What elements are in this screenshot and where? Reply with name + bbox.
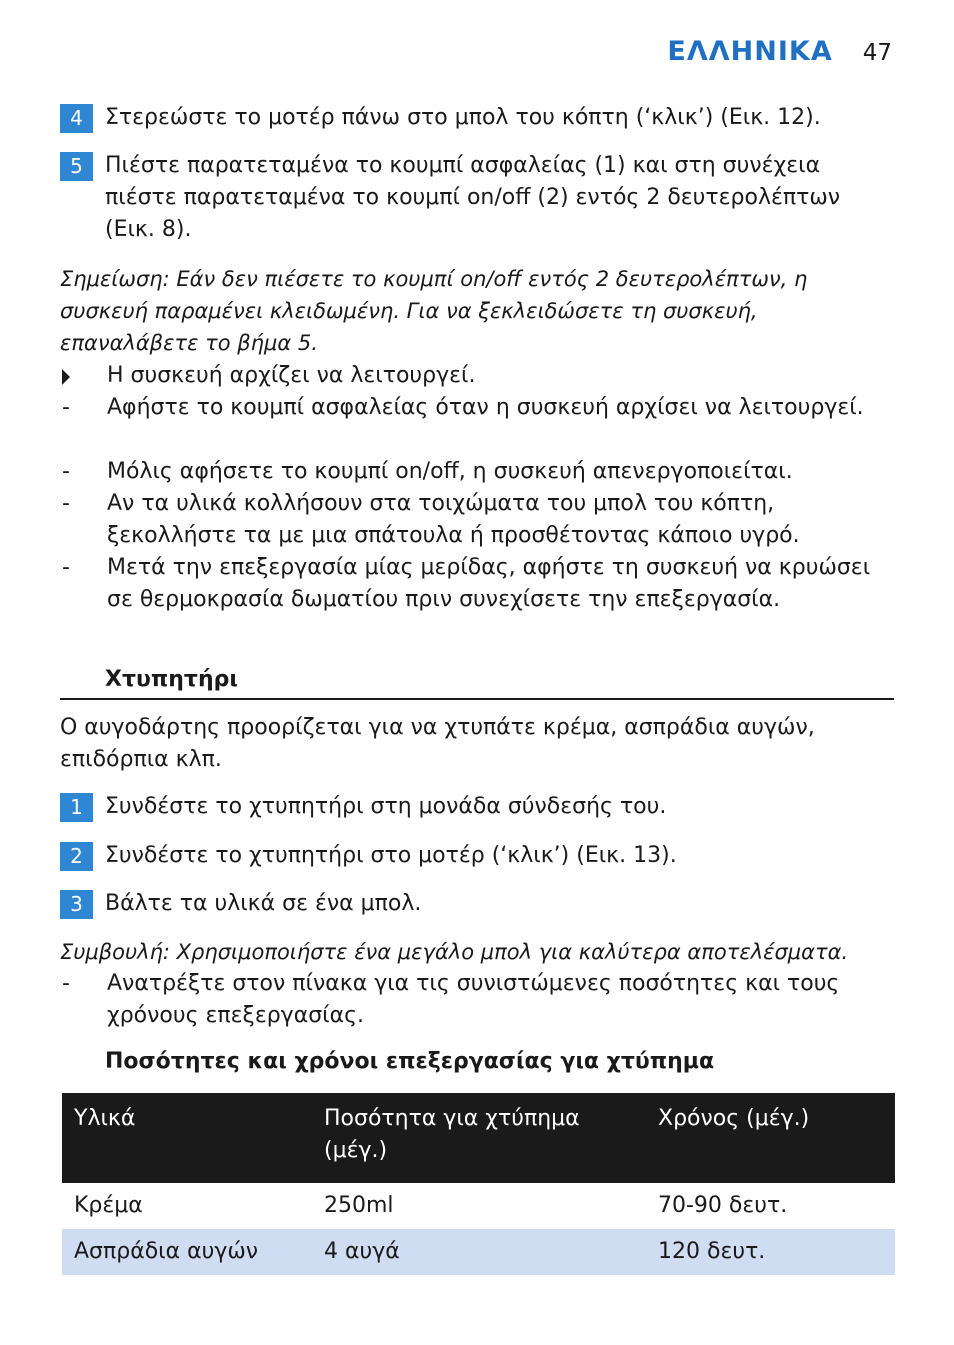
step-3 [60, 888, 894, 920]
dash-mark: - [62, 459, 70, 484]
table-header-cell: Υλικά [62, 1093, 312, 1183]
dash-item-text: Αφήστε το κουμπί ασφαλείας όταν η συσκευή αρχίσει να λειτουργεί. [107, 395, 864, 420]
table-row [62, 1183, 895, 1229]
dash-mark: - [62, 555, 70, 580]
step-number-badge: 2 [60, 842, 93, 871]
table-title: Ποσότητες και χρόνοι επεξεργασίας για χτύπημα [105, 1049, 715, 1074]
step-number-badge: 4 [60, 104, 93, 133]
page-header [667, 36, 892, 67]
result-text: Η συσκευή αρχίζει να λειτουργεί. [107, 363, 476, 388]
step-5 [60, 150, 894, 246]
step-1 [60, 791, 894, 823]
dash-mark: - [62, 491, 70, 516]
step-text: Βάλτε τα υλικά σε ένα μπολ. [105, 891, 422, 916]
dash-item-text: Μετά την επεξεργασία μίας μερίδας, αφήστε τη συσκευή να κρυώσει σε θερμοκρασία δωματίου πριν συνεχίσετε την επεξεργασία. [107, 555, 871, 612]
step-text: Συνδέστε το χτυπητήρι στο μοτέρ (‘κλικ’) (Εικ. 13). [105, 843, 677, 868]
result-item [60, 360, 894, 395]
step-number-badge: 1 [60, 793, 93, 822]
table-cell: Κρέμα [74, 1193, 143, 1218]
section-intro: Ο αυγοδάρτης προορίζεται για να χτυπάτε κρέμα, ασπράδια αυγών, επιδόρπια κλπ. [60, 715, 815, 772]
table-cell: 120 δευτ. [646, 1229, 895, 1275]
step-4 [60, 102, 894, 134]
tip-paragraph: Συμβουλή: Χρησιμοποιήστε ένα μεγάλο μπολ για καλύτερα αποτελέσματα. [60, 940, 849, 964]
dash-item-text: Μόλις αφήσετε το κουμπί on/off, η συσκευή απενεργοποιείται. [107, 459, 793, 484]
section-divider [60, 698, 894, 700]
triangle-right-icon [60, 360, 107, 395]
note-paragraph: Σημείωση: Εάν δεν πιέσετε το κουμπί on/off εντός 2 δευτερολέπτων, η συσκευή παραμένει κλειδωμένη. Για να ξεκλειδώσετε τη συσκευή, επαναλάβετε το βήμα 5. [60, 267, 808, 355]
step-number-badge: 3 [60, 890, 93, 919]
dash-mark: - [62, 395, 70, 420]
dash-item [60, 392, 894, 424]
dash-item [60, 456, 894, 488]
dash-item-text: Ανατρέξτε στον πίνακα για τις συνιστώμενες ποσότητες και τους χρόνους επεξεργασίας. [107, 971, 840, 1028]
dash-item [60, 968, 894, 1032]
dash-item [60, 488, 894, 552]
step-2 [60, 840, 894, 872]
table-cell: Ασπράδια αυγών [62, 1229, 312, 1275]
step-text: Πιέστε παρατεταμένα το κουμπί ασφαλείας (1) και στη συνέχεια πιέστε παρατεταμένα το κουμπί on/off (2) εντός 2 δευτερολέπτων (Εικ. 8). [105, 153, 841, 242]
step-text: Στερεώστε το μοτέρ πάνω στο μπολ του κόπτη (‘κλικ’) (Εικ. 12). [105, 105, 821, 130]
table-header-row [62, 1093, 895, 1183]
dash-mark: - [62, 971, 70, 996]
step-text: Συνδέστε το χτυπητήρι στη μονάδα σύνδεσής του. [105, 794, 667, 819]
step-number-badge: 5 [60, 152, 93, 181]
table-header-cell: Ποσότητα για χτύπημα (μέγ.) [312, 1093, 646, 1183]
whisking-table [62, 1093, 895, 1275]
table-header-cell: Χρόνος (μέγ.) [646, 1093, 895, 1183]
dash-item-text: Αν τα υλικά κολλήσουν στα τοιχώματα του μπολ του κόπτη, ξεκολλήστε τα με μια σπάτουλα ή προσθέτοντας κάποιο υγρό. [107, 491, 800, 548]
language-label: ΕΛΛΗΝΙΚΑ [667, 36, 833, 67]
section-title: Χτυπητήρι [105, 667, 238, 692]
table-cell: 70-90 δευτ. [658, 1193, 788, 1218]
table-cell: 4 αυγά [312, 1229, 646, 1275]
dash-item [60, 552, 894, 616]
page-number: 47 [862, 40, 892, 66]
table-cell: 250ml [324, 1193, 394, 1218]
table-row [62, 1229, 895, 1275]
